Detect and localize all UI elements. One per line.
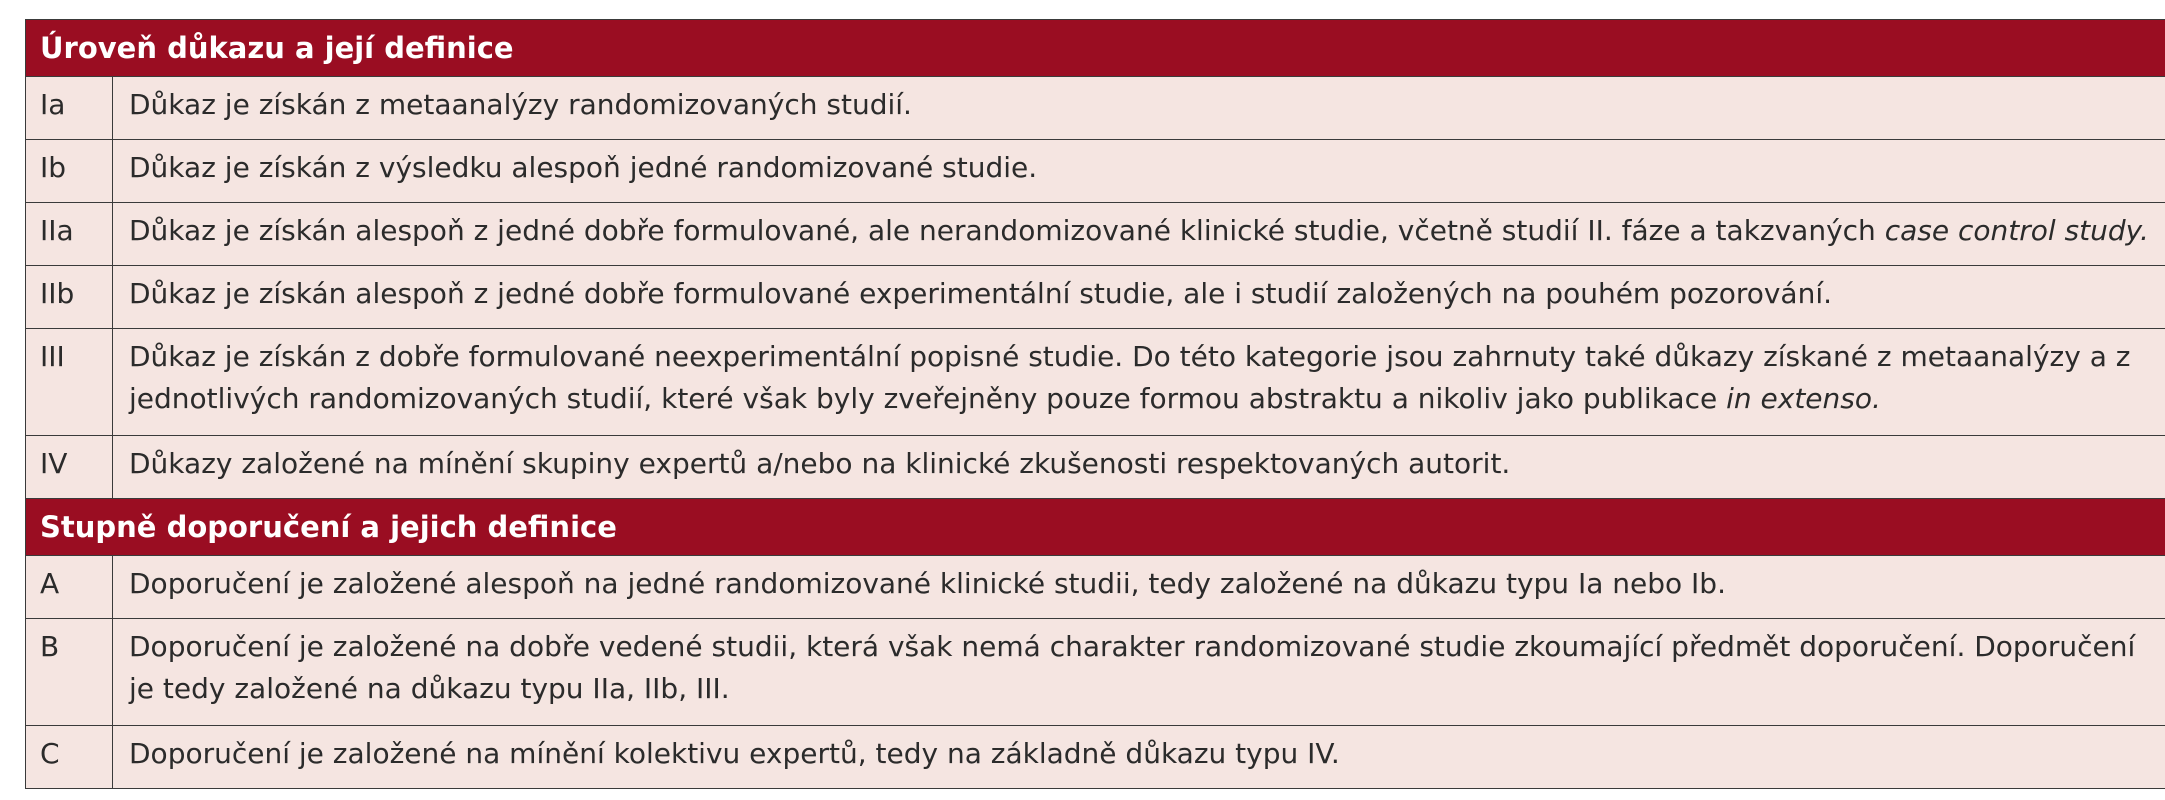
evidence-levels-table: [25, 19, 2165, 789]
level-code: Ib: [26, 140, 113, 203]
definition-text: Důkaz je získán alespoň z jedné dobře formulované, ale nerandomizované klinické studie, včetně studií II. fáze a takzvaných: [129, 214, 1885, 247]
level-code: III: [26, 329, 113, 436]
grade-code: B: [26, 619, 113, 726]
section-title: Stupně doporučení a jejich definice: [26, 499, 2165, 556]
section-header-recommendation-grades: [26, 499, 2165, 556]
definition-italic: case control study.: [1884, 214, 2149, 247]
table-row: [26, 619, 2165, 726]
level-definition: [113, 203, 2165, 266]
level-code: Ia: [26, 77, 113, 140]
level-code: IIa: [26, 203, 113, 266]
table-row: [26, 329, 2165, 436]
level-definition: Důkaz je získán z metaanalýzy randomizovaných studií.: [113, 77, 2165, 140]
level-definition: Důkaz je získán alespoň z jedné dobře formulované experimentální studie, ale i studií založených na pouhém pozorování.: [113, 266, 2165, 329]
grade-definition: Doporučení je založené na mínění kolektivu expertů, tedy na základně důkazu typu IV.: [113, 726, 2165, 789]
level-definition: Důkaz je získán z výsledku alespoň jedné randomizované studie.: [113, 140, 2165, 203]
table-row: [26, 266, 2165, 329]
table-row: [26, 436, 2165, 499]
section-header-evidence-levels: [26, 20, 2165, 77]
table-row: [26, 203, 2165, 266]
level-definition: Důkazy založené na mínění skupiny expertů a/nebo na klinické zkušenosti respektovaných autorit.: [113, 436, 2165, 499]
table-row: [26, 726, 2165, 789]
grade-code: A: [26, 556, 113, 619]
grade-code: C: [26, 726, 113, 789]
level-code: IIb: [26, 266, 113, 329]
table-row: [26, 77, 2165, 140]
section-title: Úroveň důkazu a její definice: [26, 20, 2165, 77]
table-row: [26, 556, 2165, 619]
grade-definition: Doporučení je založené na dobře vedené studii, která však nemá charakter randomizované studie zkoumající předmět doporučení. Doporučení je tedy založené na důkazu typu IIa, IIb, III.: [113, 619, 2165, 726]
level-code: IV: [26, 436, 113, 499]
grade-definition: Doporučení je založené alespoň na jedné randomizované klinické studii, tedy založené na důkazu typu Ia nebo Ib.: [113, 556, 2165, 619]
level-definition: [113, 329, 2165, 436]
definition-text: Důkaz je získán z dobře formulované neexperimentální popisné studie. Do této kategorie jsou zahrnuty také důkazy získané z metaanalýzy a z jednotlivých randomizovaných studií, které však byly zveřejněny pouze formou abstraktu a nikoliv jako publikace: [129, 340, 2131, 415]
definition-italic: in extenso.: [1726, 382, 1881, 415]
table-row: [26, 140, 2165, 203]
